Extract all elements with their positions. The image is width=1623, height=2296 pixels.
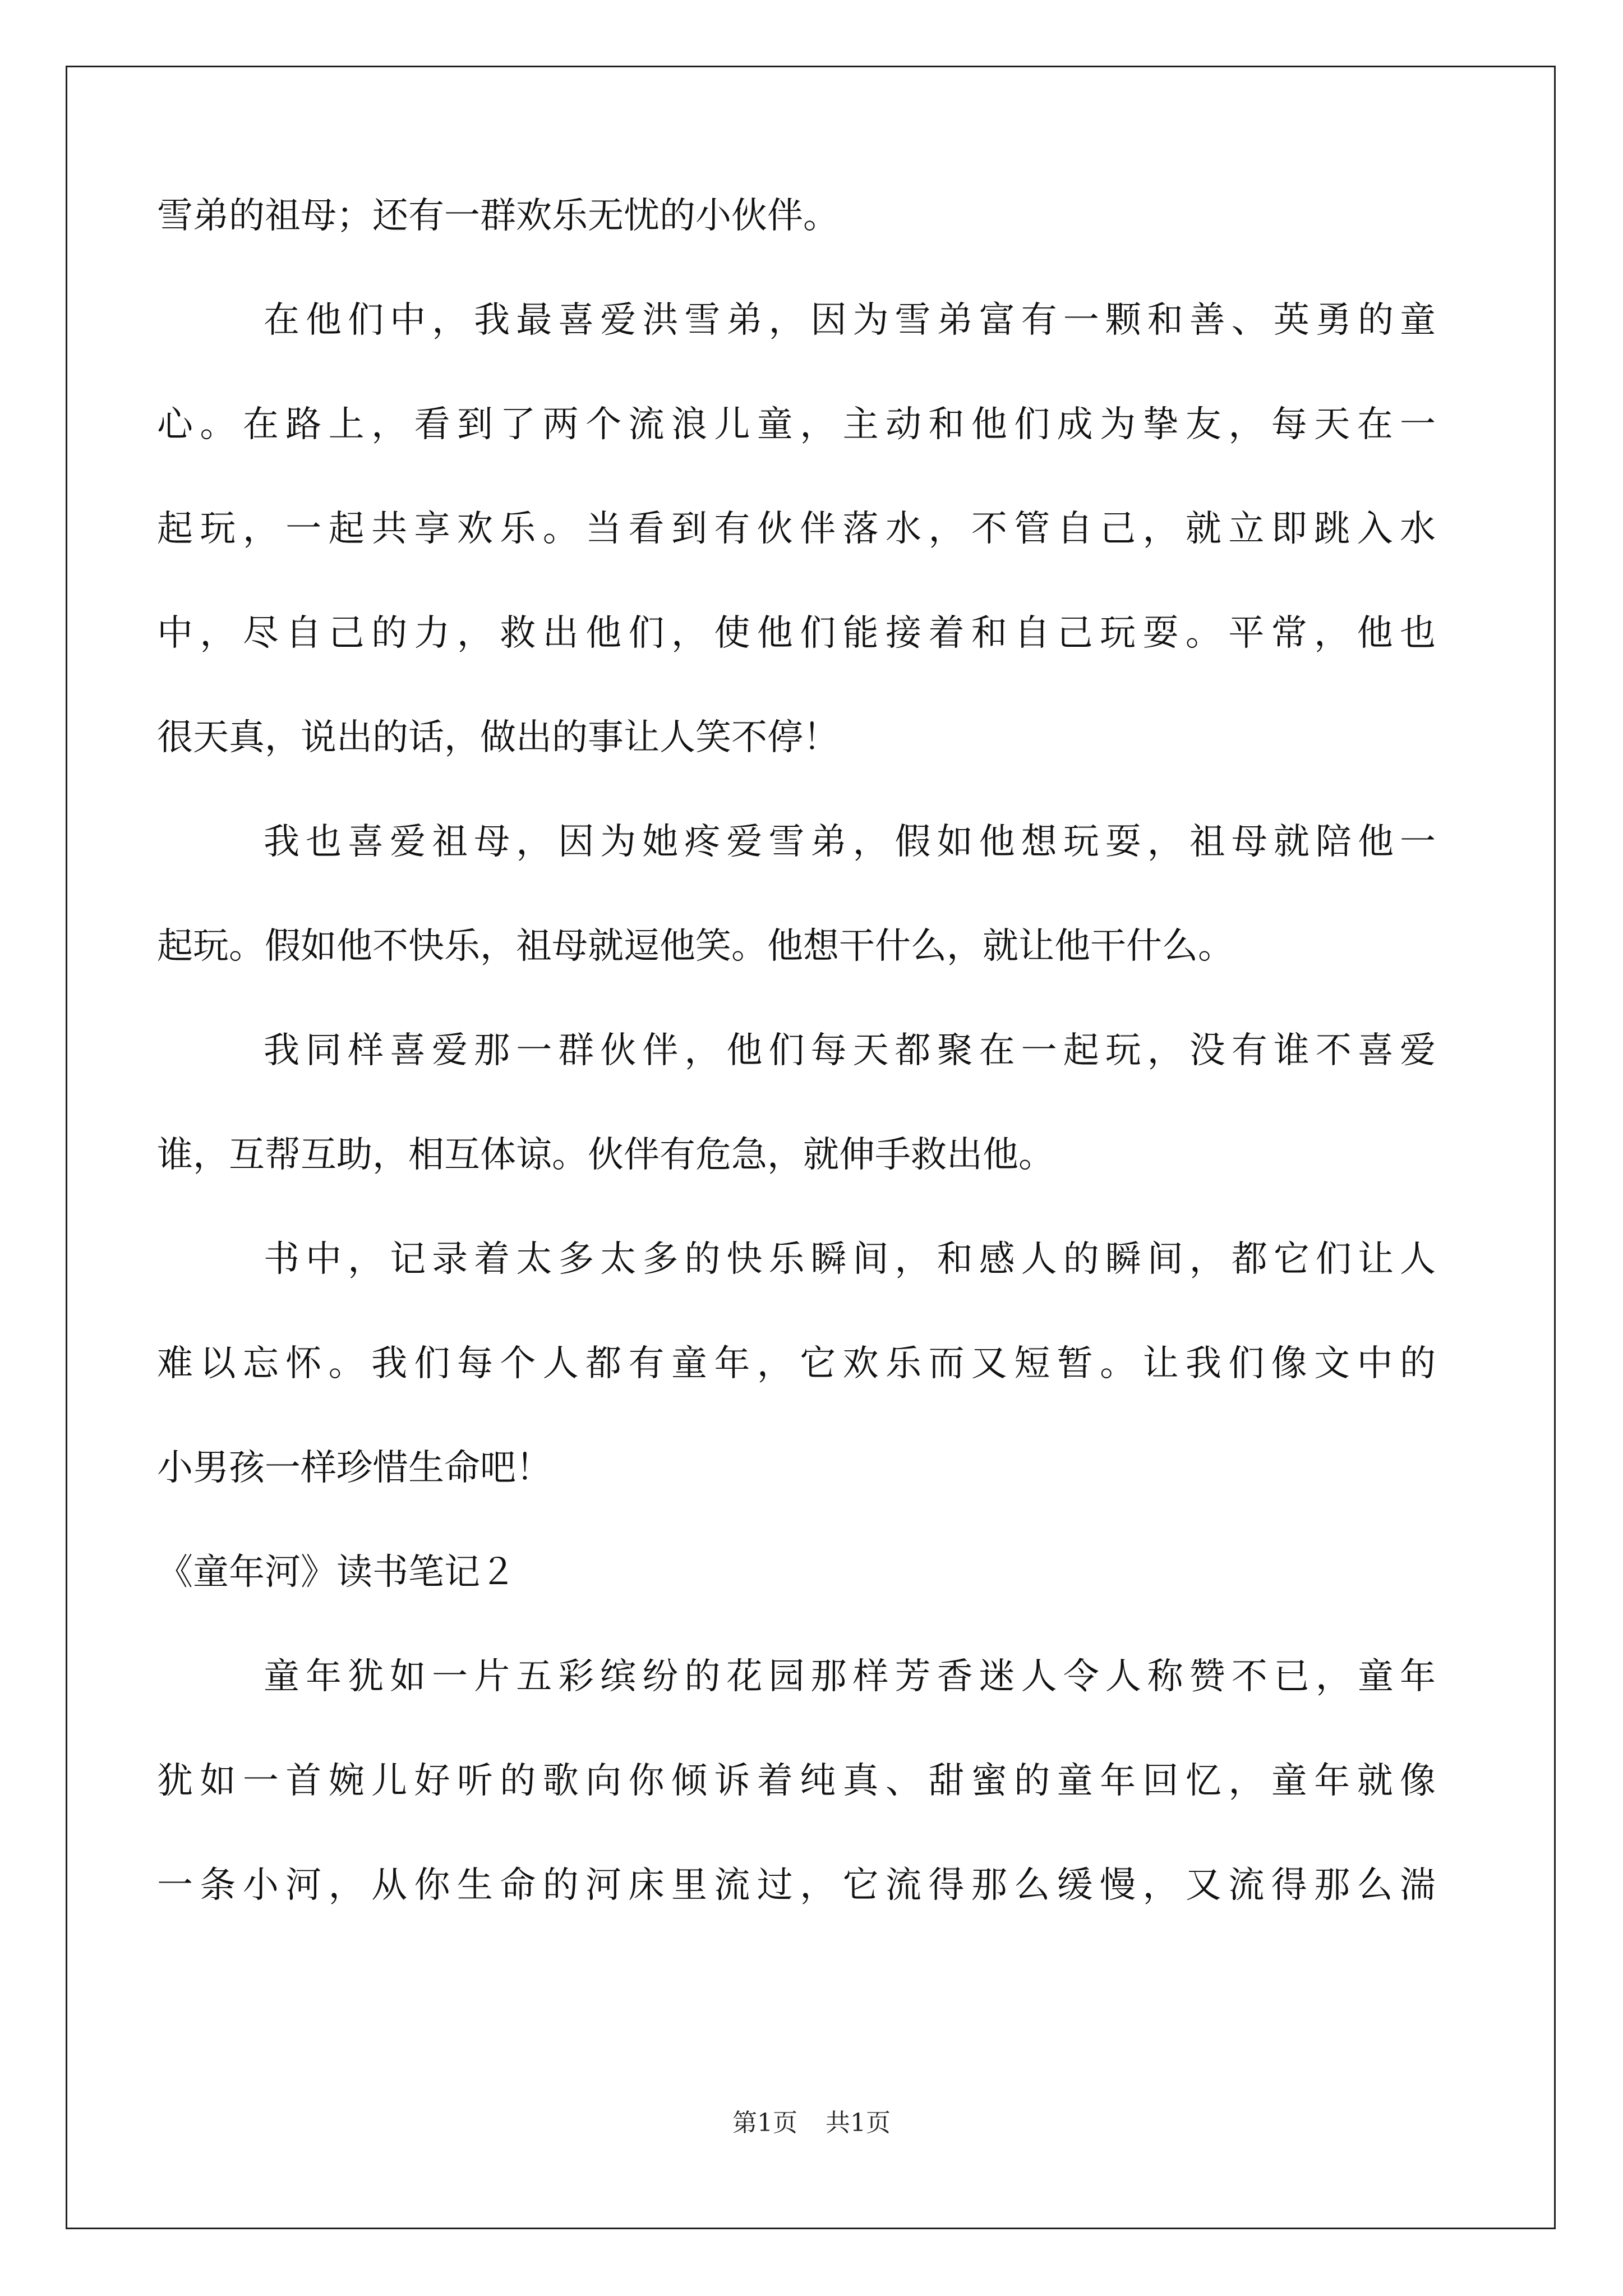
text-line: 起玩。假如他不快乐，祖母就逗他笑。他想干什么，就让他干什么。 <box>157 926 1234 967</box>
paragraph-first-line: 童年犹如一片五彩缤纷的花园那样芳香迷人令人称赞不已，童年 <box>264 1656 1436 1697</box>
text-line: 谁，互帮互助，相互体谅。伙伴有危急，就伸手救出他。 <box>157 1134 1054 1176</box>
text-line: 心。在路上，看到了两个流浪儿童，主动和他们成为挚友，每天在一 <box>157 404 1436 445</box>
page-number-total: 共1页 <box>826 2109 891 2137</box>
page-number-current: 第1页 <box>732 2109 797 2137</box>
text-line: 雪弟的祖母；还有一群欢乐无忧的小伙伴。 <box>157 195 839 237</box>
text-line: 难以忘怀。我们每个人都有童年，它欢乐而又短暂。让我们像文中的 <box>157 1343 1436 1384</box>
text-line: 很天真，说出的话，做出的事让人笑不停！ <box>157 717 839 758</box>
section-heading: 《童年河》读书笔记２ <box>157 1552 516 1593</box>
paragraph-first-line: 我同样喜爱那一群伙伴，他们每天都聚在一起玩，没有谁不喜爱 <box>264 1030 1436 1071</box>
document-body <box>157 191 1436 1964</box>
text-line: 犹如一首婉儿好听的歌向你倾诉着纯真、甜蜜的童年回忆，童年就像 <box>157 1760 1436 1802</box>
text-line: 起玩，一起共享欢乐。当看到有伙伴落水，不管自己，就立即跳入水 <box>157 508 1436 550</box>
text-line: 中，尽自己的力，救出他们，使他们能接着和自己玩耍。平常，他也 <box>157 613 1436 654</box>
page-footer <box>0 2106 1623 2140</box>
paragraph-first-line: 在他们中，我最喜爱洪雪弟，因为雪弟富有一颗和善、英勇的童 <box>264 300 1436 341</box>
paragraph-first-line: 我也喜爱祖母，因为她疼爱雪弟，假如他想玩耍，祖母就陪他一 <box>264 821 1436 863</box>
text-line: 小男孩一样珍惜生命吧！ <box>157 1447 552 1489</box>
paragraph-first-line: 书中，记录着太多太多的快乐瞬间，和感人的瞬间，都它们让人 <box>264 1239 1436 1280</box>
text-line: 一条小河，从你生命的河床里流过，它流得那么缓慢，又流得那么湍 <box>157 1865 1436 1906</box>
